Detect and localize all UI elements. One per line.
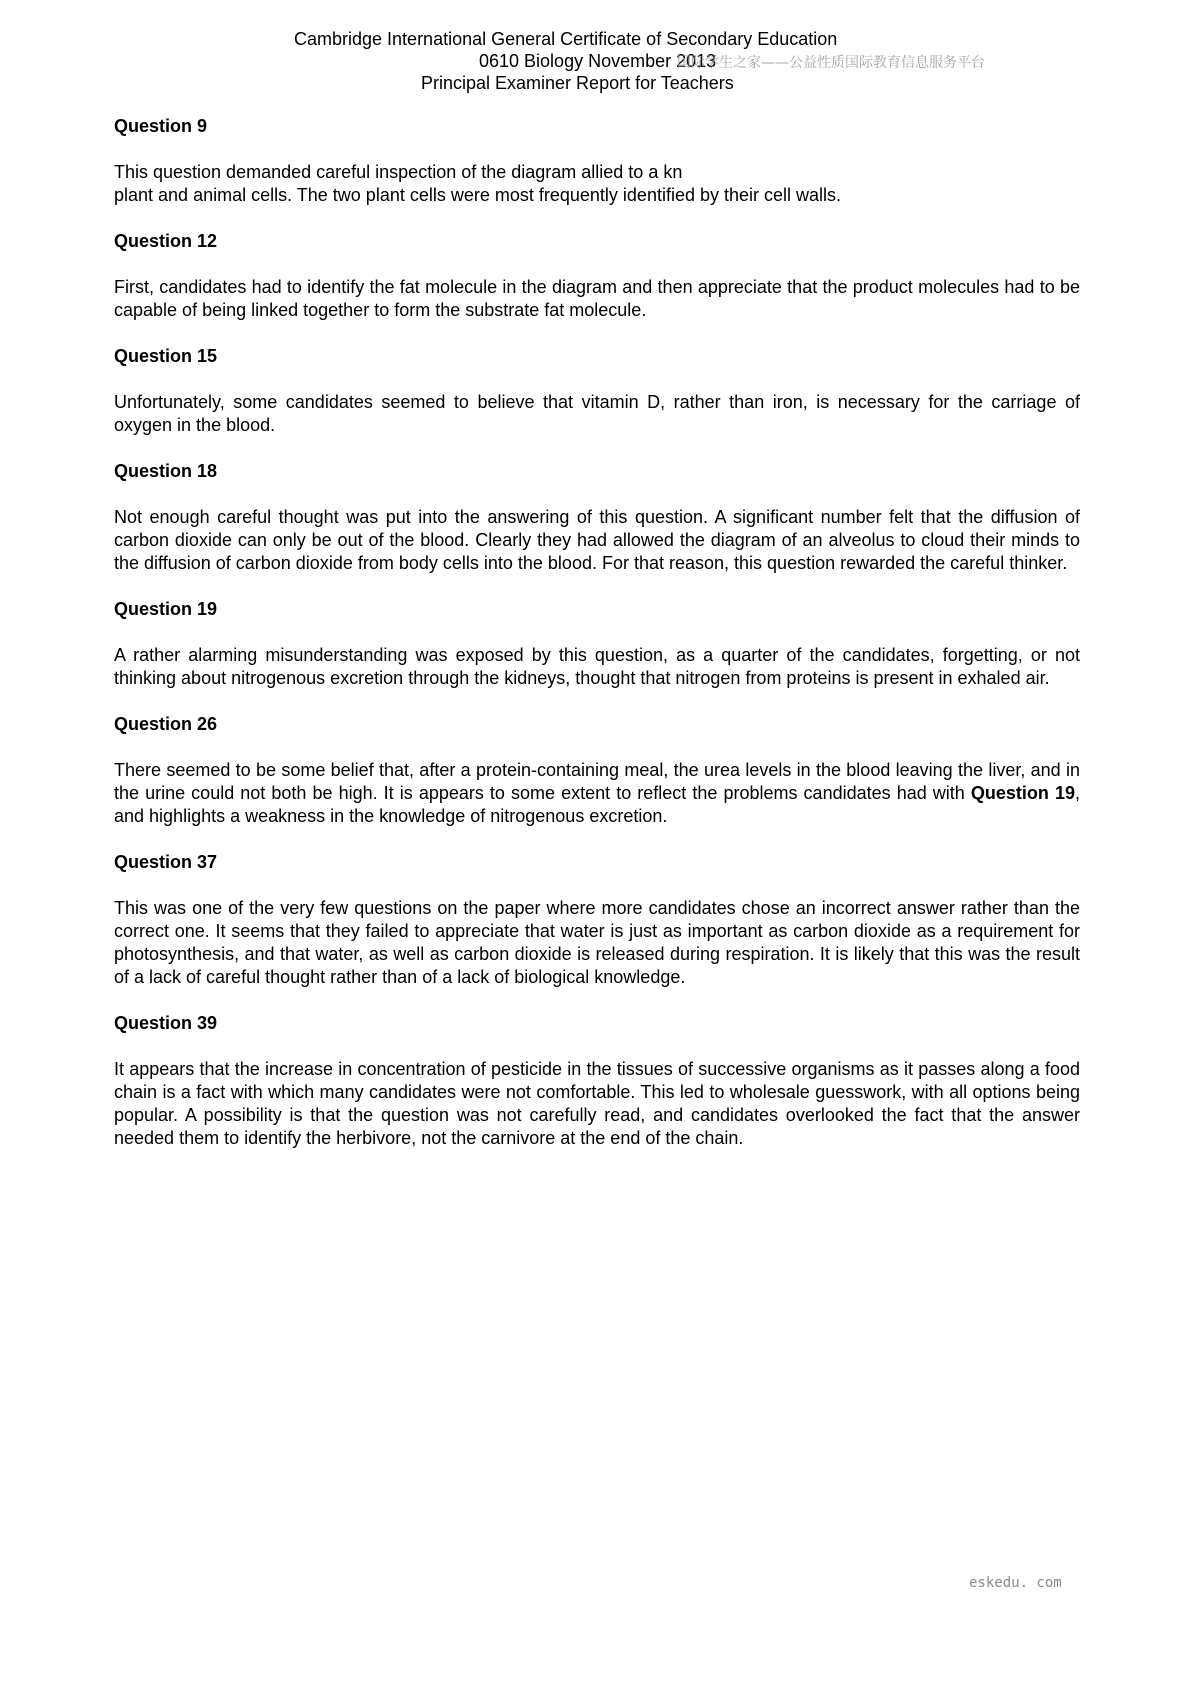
question-19-section (114, 598, 1080, 690)
question-heading: Question 18 (114, 461, 218, 481)
question-commentary: Unfortunately, some candidates seemed to believe that vitamin D, rather than iron, is necessary for the carriage of oxygen in the blood. (114, 392, 1080, 435)
report-subject-line: 0610 Biology November 2013 (479, 51, 717, 71)
commentary-text-end: , and highlights a weakness in the knowledge of nitrogenous excretion. (114, 783, 1080, 826)
question-heading: Question 12 (114, 231, 218, 251)
question-commentary: This was one of the very few questions on the paper where more candidates chose an incorrect answer rather than the correct one. It seems that they failed to appreciate that water is just as important as carbon dioxide as a requirement for photosynthesis, and that water, as well as carbon dioxide is released during respiration. It is likely that this was the result of a lack of careful thought rather than of a lack of biological knowledge. (114, 898, 1080, 987)
question-heading: Question 15 (114, 346, 218, 366)
question-reference: Question 19 (970, 783, 1075, 803)
question-commentary: A rather alarming misunderstanding was exposed by this question, as a quarter of the candidates, forgetting, or not thinking about nitrogenous excretion through the kidneys, thought that nitrogen from proteins is present in exhaled air. (114, 645, 1080, 688)
report-type-line: Principal Examiner Report for Teachers (421, 73, 734, 93)
question-12-section (114, 230, 1080, 322)
question-heading: Question 26 (114, 714, 218, 734)
question-37-section (114, 851, 1080, 989)
question-heading: Question 39 (114, 1013, 218, 1033)
watermark-text: 国际学生之家——公益性质国际教育信息服务平台 (677, 55, 985, 71)
question-26-section (114, 713, 1080, 828)
footer-site-mark: eskedu. com (969, 1575, 1062, 1591)
question-commentary (114, 759, 1080, 828)
commentary-line-1: This question demanded careful inspection of the diagram allied to a kn (114, 162, 683, 182)
commentary-line-2: plant and animal cells. The two plant cells were most frequently identified by their cell walls. (114, 185, 842, 205)
question-18-section (114, 460, 1080, 575)
question-commentary (114, 161, 1080, 207)
commentary-text: There seemed to be some belief that, after a protein-containing meal, the urea levels in the blood leaving the liver, and in the urine could not both be high. It is appears to some extent to reflect the problems candidates had with (114, 760, 1080, 803)
report-content (114, 105, 1080, 1173)
question-9-section (114, 115, 1080, 207)
question-commentary: First, candidates had to identify the fat molecule in the diagram and then appreciate that the product molecules had to be capable of being linked together to form the substrate fat molecule. (114, 277, 1080, 320)
page-header (0, 28, 1191, 100)
question-heading: Question 9 (114, 116, 208, 136)
report-title-line: Cambridge International General Certificate of Secondary Education (294, 29, 838, 49)
question-commentary: Not enough careful thought was put into the answering of this question. A significant number felt that the diffusion of carbon dioxide can only be out of the blood. Clearly they had allowed the diagram of an alveolus to cloud their minds to the diffusion of carbon dioxide from body cells into the blood. For that reason, this question rewarded the careful thinker. (114, 507, 1080, 573)
question-15-section (114, 345, 1080, 437)
question-39-section (114, 1012, 1080, 1150)
question-commentary: It appears that the increase in concentration of pesticide in the tissues of successive organisms as it passes along a food chain is a fact with which many candidates were not comfortable. This led to wholesale guesswork, with all options being popular. A possibility is that the question was not carefully read, and candidates overlooked the fact that the answer needed them to identify the herbivore, not the carnivore at the end of the chain. (114, 1059, 1080, 1148)
question-heading: Question 19 (114, 599, 218, 619)
question-heading: Question 37 (114, 852, 218, 872)
